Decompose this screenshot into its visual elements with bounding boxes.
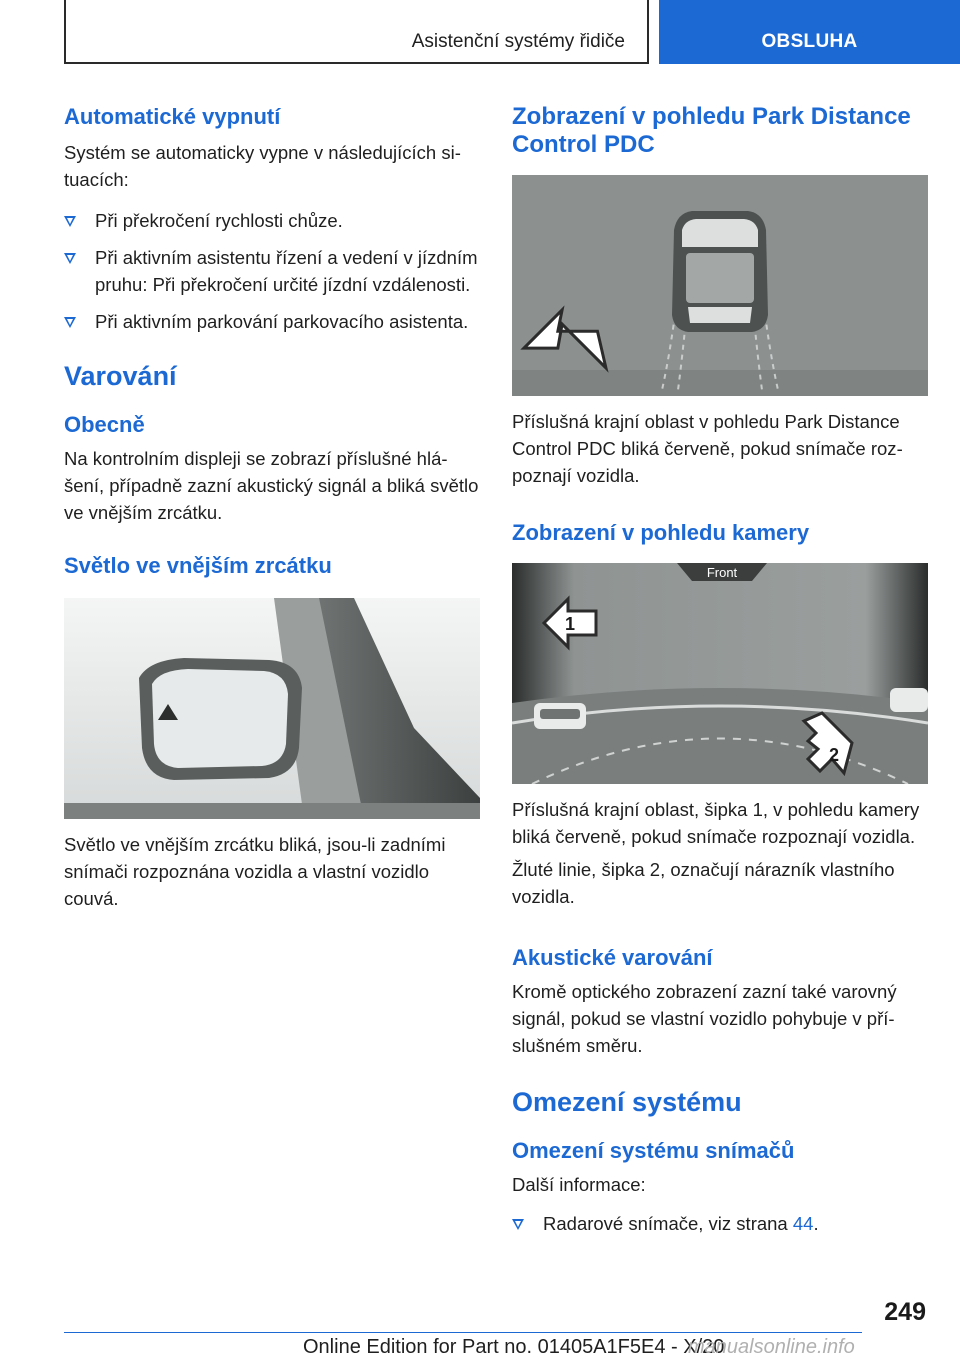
arrow-1-label: 1 <box>564 614 576 634</box>
para-camera-view-2: Žluté linie, šipka 2, označují nárazník vlastního vozidla. <box>512 859 895 907</box>
heading-general: Obecně <box>64 412 145 437</box>
para-camera-view-1: Příslušná krajní oblast, šipka 1, v pohledu kamery bliká červeně, pokud snímače rozpoznají vozidla. <box>512 799 920 847</box>
mirror-light-image <box>64 598 480 819</box>
list-item: Radarové snímače, viz strana 44. <box>512 1210 929 1237</box>
para-acoustic-warning: Kromě optického zobrazení zazní také varovný signál, pokud se vlastní vozidlo pohybuje v příslušném směru. <box>512 981 897 1056</box>
bullet-list-sensor-limits <box>512 1210 929 1237</box>
heading-auto-off: Automatické vypnutí <box>64 104 281 129</box>
bullet-triangle-icon <box>64 317 76 328</box>
watermark: manualsonline.info <box>688 1336 855 1358</box>
heading-acoustic-warning: Akustické varování <box>512 945 713 970</box>
para-general: Na kontrolním displeji se zobrazí příslušné hlášení, případně zazní akustický signál a bliká světlo ve vnějším zrcátku. <box>64 448 479 523</box>
heading-pdc-view: Zobrazení v pohledu Park Distance Control PDC <box>512 103 911 158</box>
camera-view-image <box>512 563 928 784</box>
page-link-44[interactable]: 44 <box>792 1213 814 1234</box>
heading-system-limits: Omezení systému <box>512 1087 742 1117</box>
para-auto-off: Systém se automaticky vypne v následujících situacích: <box>64 142 461 190</box>
section-title: Asistenční systémy řidiče <box>411 31 625 52</box>
heading-camera-view: Zobrazení v pohledu kamery <box>512 520 810 545</box>
heading-warning: Varování <box>64 361 177 391</box>
bullet-triangle-icon <box>64 216 76 227</box>
list-item: Při aktivním parkování parkovacího asistenta. <box>64 308 481 335</box>
heading-sensor-limits: Omezení systému snímačů <box>512 1138 795 1163</box>
header-frame <box>64 0 649 64</box>
chapter-tab-label: OBSLUHA <box>761 31 858 52</box>
list-item: Při překročení rychlosti chůze. <box>64 207 481 234</box>
pdc-view-image <box>512 175 928 396</box>
heading-mirror-light: Světlo ve vnějším zrcátku <box>64 553 332 578</box>
left-column <box>64 100 481 912</box>
bullet-triangle-icon <box>512 1219 524 1230</box>
bullet-list-auto-off <box>64 207 481 335</box>
arrow-2-label: 2 <box>828 745 840 765</box>
page-number: 249 <box>884 1298 926 1326</box>
edition-footer: Online Edition for Part no. 01405A1F5E4 - X/20 <box>303 1336 725 1358</box>
list-item: Při aktivním asistentu řízení a vedení v jízdním pruhu: Při překročení určité jízdní vzdálenosti. <box>64 244 481 298</box>
para-mirror-light: Světlo ve vnějším zrcátku bliká, jsou-li zadními snímači rozpoznána vozidla a vlastní vozidlo couvá. <box>64 834 446 909</box>
right-column <box>512 100 929 1237</box>
para-more-info: Další informace: <box>512 1174 646 1195</box>
para-pdc-view: Příslušná krajní oblast v pohledu Park Distance Control PDC bliká červeně, pokud snímače rozpoznají vozidla. <box>512 411 903 486</box>
bullet-triangle-icon <box>64 253 76 264</box>
front-label: Front <box>706 565 738 580</box>
footer-divider <box>64 1332 862 1333</box>
chapter-tab <box>659 0 960 64</box>
